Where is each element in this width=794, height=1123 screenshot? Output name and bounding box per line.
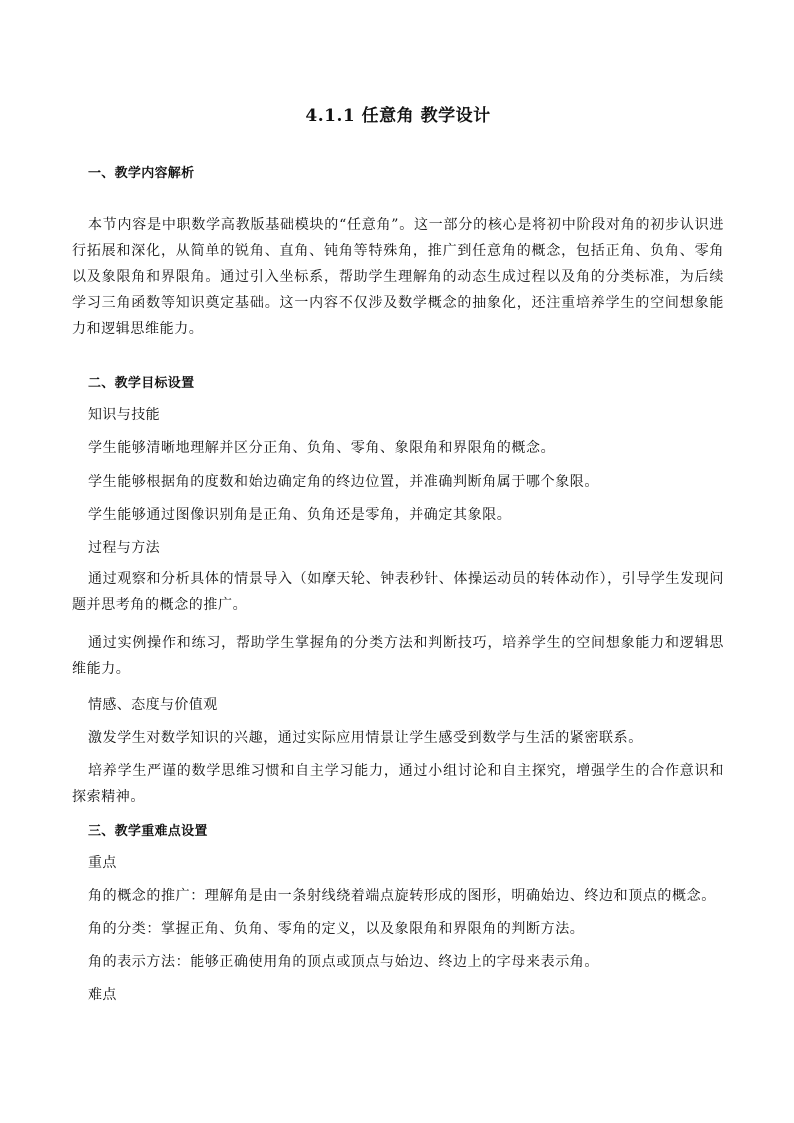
subheading-process-methods: 过程与方法 (88, 540, 160, 556)
content-analysis-paragraph: 本节内容是中职数学高教版基础模块的“任意角”。这一部分的核心是将初中阶段对角的初步认识进行拓展和深化，从简单的锐角、直角、钝角等特殊角，推广到任意角的概念，包括正角、负角、零角以及象限角和界限角。通过引入坐标系，帮助学生理解角的动态生成过程以及角的分类标准，为后续学习三角函数等知识奠定基础。这一内容不仅涉及数学概念的抽象化，还注重培养学生的空间想象能力和逻辑思维能力。 (72, 217, 724, 337)
knowledge-item: 学生能够清晰地理解并区分正角、负角、零角、象限角和界限角的概念。 (88, 440, 556, 456)
process-item: 通过观察和分析具体的情景导入（如摩天轮、钟表秒针、体操运动员的转体动作），引导学生发现问题并思考角的概念的推广。 (72, 571, 724, 613)
subheading-knowledge-skills: 知识与技能 (88, 407, 160, 423)
emotion-item: 培养学生严谨的数学思维习惯和自主学习能力，通过小组讨论和自主探究，增强学生的合作意识和探索精神。 (72, 763, 724, 805)
knowledge-item: 学生能够根据角的度数和始边确定角的终边位置，并准确判断角属于哪个象限。 (88, 474, 599, 490)
key-point-item: 角的分类：掌握正角、负角、零角的定义，以及象限角和界限角的判断方法。 (88, 921, 585, 937)
emotion-item: 激发学生对数学知识的兴趣，通过实际应用情景让学生感受到数学与生活的紧密联系。 (88, 730, 643, 746)
subheading-difficult-points: 难点 (88, 987, 117, 1003)
section-heading-key-difficult: 三、教学重难点设置 (88, 824, 208, 839)
document-title: 4.1.1 任意角 教学设计 (305, 106, 491, 126)
key-point-item: 角的表示方法：能够正确使用角的顶点或顶点与始边、终边上的字母来表示角。 (88, 954, 599, 970)
section-heading-objectives: 二、教学目标设置 (88, 376, 195, 391)
key-point-item: 角的概念的推广：理解角是由一条射线绕着端点旋转形成的图形，明确始边、终边和顶点的概念。 (88, 888, 716, 904)
section-heading-content-analysis: 一、教学内容解析 (88, 166, 195, 181)
subheading-key-points: 重点 (88, 855, 117, 871)
subheading-emotion-values: 情感、态度与价值观 (88, 697, 218, 713)
knowledge-item: 学生能够通过图像识别角是正角、负角还是零角，并确定其象限。 (88, 507, 512, 523)
process-item: 通过实例操作和练习，帮助学生掌握角的分类方法和判断技巧，培养学生的空间想象能力和逻辑思维能力。 (72, 635, 724, 677)
